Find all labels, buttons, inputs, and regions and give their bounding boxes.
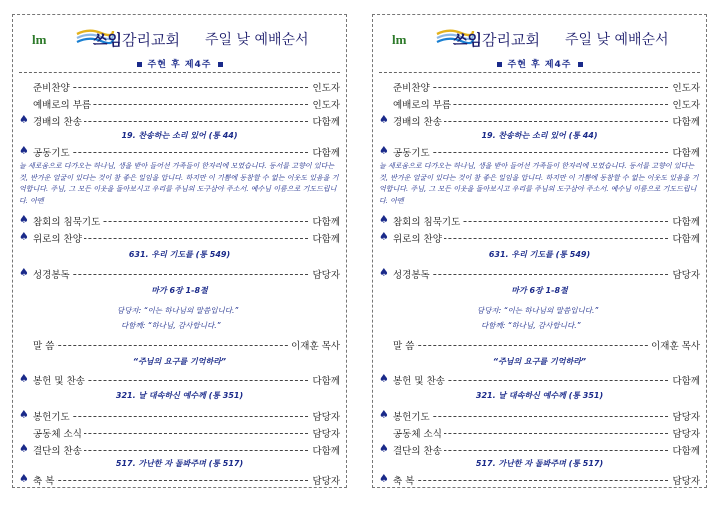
order-item: [13, 114, 346, 128]
order-item-leader: 다함께: [670, 443, 700, 457]
order-item: [13, 214, 346, 228]
hymn-line: 321. 날 대속하신 예수께 (통 351): [475, 391, 604, 400]
spade-icon: ♠: [379, 408, 389, 421]
week-label: 주현 후 제4주: [507, 60, 572, 70]
divider: [379, 72, 700, 73]
order-item-leader: 인도자: [670, 80, 700, 94]
order-item: [13, 97, 346, 111]
dotted-leader: [393, 480, 668, 481]
order-item-leader: 인도자: [310, 80, 340, 94]
bulletin-panel-right: [372, 14, 707, 488]
order-item-leader: 담당자: [310, 426, 340, 440]
spade-icon: ♠: [379, 213, 389, 226]
church-name-part-a: 쓰임: [453, 31, 482, 49]
order-item-label: 축 복: [33, 473, 56, 487]
sermon-title: “주님의 요구를 기억하라”: [492, 357, 587, 366]
service-title: 주일 낮 예배순서: [205, 32, 309, 48]
dotted-leader: [33, 152, 308, 153]
square-bullet-icon: [137, 62, 142, 67]
order-item-label: 준비찬양: [33, 80, 72, 94]
bulletin-header: [13, 25, 346, 51]
response-line: 담당자: “이는 하나님의 말씀입니다.”: [117, 306, 239, 315]
spade-icon: ♠: [19, 144, 29, 157]
response-line: 다함께: “하나님, 감사합니다.”: [121, 321, 221, 330]
hymn-line: 631. 우리 기도를 (통 549): [488, 250, 591, 259]
order-item-label: 공동체 소식: [393, 426, 444, 440]
order-item: [373, 231, 706, 245]
square-bullet-icon: [578, 62, 583, 67]
hymn-line: 19. 찬송하는 소리 있어 (통 44): [121, 131, 238, 140]
church-name-part-b: 감리교회: [121, 31, 180, 49]
order-item-leader: 다함께: [310, 114, 340, 128]
order-item-label: 참회의 침묵기도: [393, 214, 462, 228]
square-bullet-icon: [497, 62, 502, 67]
order-item: [373, 97, 706, 111]
order-item-label: 준비찬양: [393, 80, 432, 94]
order-item: [373, 373, 706, 387]
order-item-leader: 이재훈 목사: [289, 338, 340, 352]
order-item: [13, 473, 346, 487]
hymn-line: 321. 날 대속하신 예수께 (통 351): [115, 391, 244, 400]
spade-icon: ♠: [379, 266, 389, 279]
order-item: [373, 114, 706, 128]
order-item: [373, 426, 706, 440]
bulletin-panel-left: [12, 14, 347, 488]
order-item: [373, 145, 706, 159]
spade-icon: ♠: [19, 213, 29, 226]
order-item-label: 봉헌 및 찬송: [393, 373, 447, 387]
order-item-leader: 다함께: [310, 443, 340, 457]
church-name-part-b: 감리교회: [481, 31, 540, 49]
bulletin-header: [373, 25, 706, 51]
order-item: [13, 373, 346, 387]
spade-icon: ♠: [379, 442, 389, 455]
order-item-leader: 담당자: [670, 473, 700, 487]
order-item: [13, 80, 346, 94]
dotted-leader: [33, 416, 308, 417]
spade-icon: ♠: [19, 113, 29, 126]
order-item-label: 봉헌기도: [33, 409, 72, 423]
week-label: 주현 후 제4주: [147, 60, 212, 70]
dotted-leader: [393, 274, 668, 275]
order-item: [13, 443, 346, 457]
order-item-label: 봉헌 및 찬송: [33, 373, 87, 387]
spade-icon: ♠: [379, 372, 389, 385]
dotted-leader: [393, 152, 668, 153]
order-item: [13, 338, 346, 352]
order-item-label: 성경봉독: [33, 267, 72, 281]
week-subtitle: [373, 57, 706, 70]
order-item-leader: 이재훈 목사: [649, 338, 700, 352]
church-name: [453, 29, 540, 50]
order-item-leader: 다함께: [310, 231, 340, 245]
prayer-text: 늘 새로움으로 다가오는 하나님, 생을 받아 들어선 가족들이 한자리에 모였습니다. 동서를 고향이 있다는 것, 반가운 얼굴이 있다는 것이 참 좋은 일임을 압니다. 하지만 이 기쁨에 동참할 수 없는 이웃도 있음을 기억합니다. 주님, 그 모든 이웃을 돌아보시고 우리를 주님의 도구삼아 주소서. 예수님 이름으로 기도드립니다. 아멘: [19, 162, 339, 205]
spade-icon: ♠: [19, 266, 29, 279]
spade-icon: ♠: [379, 472, 389, 485]
hymn-line: 517. 가난한 자 돌봐주며 (통 517): [475, 459, 604, 468]
church-name: [93, 29, 180, 50]
spade-icon: ♠: [379, 144, 389, 157]
order-item-leader: 다함께: [310, 145, 340, 159]
order-item-label: 축 복: [393, 473, 416, 487]
order-item-label: 결단의 찬송: [393, 443, 444, 457]
dotted-leader: [33, 274, 308, 275]
order-item-leader: 담당자: [310, 267, 340, 281]
spade-icon: ♠: [379, 113, 389, 126]
scripture-reference: 마가 6장 1-8절: [151, 286, 208, 295]
response-line: 다함께: “하나님, 감사합니다.”: [481, 321, 581, 330]
order-item-label: 경배의 찬송: [33, 114, 84, 128]
order-item: [373, 473, 706, 487]
order-item-leader: 다함께: [670, 145, 700, 159]
order-item-label: 성경봉독: [393, 267, 432, 281]
order-item-label: 말 씀: [33, 338, 56, 352]
order-item-label: 참회의 침묵기도: [33, 214, 102, 228]
order-item-leader: 다함께: [670, 373, 700, 387]
order-item-label: 공동기도: [33, 145, 72, 159]
service-title: 주일 낮 예배순서: [565, 32, 669, 48]
order-item-label: 위로의 찬양: [393, 231, 444, 245]
order-item: [373, 80, 706, 94]
order-item-label: 예배로의 부름: [33, 97, 93, 111]
order-item-label: 공동기도: [393, 145, 432, 159]
spade-icon: ♠: [19, 442, 29, 455]
order-item-leader: 다함께: [670, 214, 700, 228]
divider: [19, 72, 340, 73]
order-item: [373, 409, 706, 423]
order-item-leader: 담당자: [670, 426, 700, 440]
dotted-leader: [393, 416, 668, 417]
week-subtitle: [13, 57, 346, 70]
sermon-title: “주님의 요구를 기억하라”: [132, 357, 227, 366]
prayer-text: 늘 새로움으로 다가오는 하나님, 생을 받아 들어선 가족들이 한자리에 모였습니다. 동서를 고향이 있다는 것, 반가운 얼굴이 있다는 것이 참 좋은 일임을 압니다. 하지만 이 기쁨에 동참할 수 없는 이웃도 있음을 기억합니다. 주님, 그 모든 이웃을 돌아보시고 우리를 주님의 도구삼아 주소서. 예수님 이름으로 기도드립니다. 아멘: [379, 162, 699, 205]
order-item-leader: 인도자: [670, 97, 700, 111]
spade-icon: ♠: [19, 372, 29, 385]
scripture-reference: 마가 6장 1-8절: [511, 286, 568, 295]
spade-icon: ♠: [19, 230, 29, 243]
dotted-leader: [393, 345, 668, 346]
order-item-leader: 담당자: [670, 267, 700, 281]
dotted-leader: [33, 345, 308, 346]
order-item-label: 결단의 찬송: [33, 443, 84, 457]
order-item-label: 공동체 소식: [33, 426, 84, 440]
order-item: [373, 214, 706, 228]
hymn-line: 631. 우리 기도를 (통 549): [128, 250, 231, 259]
order-item-label: 말 씀: [393, 338, 416, 352]
order-item-leader: 다함께: [670, 114, 700, 128]
dotted-leader: [33, 87, 308, 88]
order-item: [13, 145, 346, 159]
order-item: [13, 231, 346, 245]
spade-icon: ♠: [379, 230, 389, 243]
logo-text: lm: [392, 32, 407, 47]
order-item: [13, 426, 346, 440]
order-item: [13, 409, 346, 423]
order-item: [373, 443, 706, 457]
order-item-label: 예배로의 부름: [393, 97, 453, 111]
order-item-leader: 인도자: [310, 97, 340, 111]
dotted-leader: [33, 480, 308, 481]
order-item-leader: 담당자: [670, 409, 700, 423]
hymn-line: 517. 가난한 자 돌봐주며 (통 517): [115, 459, 244, 468]
church-name-part-a: 쓰임: [93, 31, 122, 49]
spade-icon: ♠: [19, 472, 29, 485]
order-item: [373, 338, 706, 352]
spade-icon: ♠: [19, 408, 29, 421]
logo-text: lm: [32, 32, 47, 47]
hymn-line: 19. 찬송하는 소리 있어 (통 44): [481, 131, 598, 140]
order-item-leader: 담당자: [310, 409, 340, 423]
order-item-label: 경배의 찬송: [393, 114, 444, 128]
dotted-leader: [393, 87, 668, 88]
order-item-label: 위로의 찬양: [33, 231, 84, 245]
order-item-leader: 다함께: [670, 231, 700, 245]
order-item: [13, 267, 346, 281]
order-item-leader: 다함께: [310, 373, 340, 387]
order-item-leader: 담당자: [310, 473, 340, 487]
order-item: [373, 267, 706, 281]
order-item-leader: 다함께: [310, 214, 340, 228]
order-item-label: 봉헌기도: [393, 409, 432, 423]
square-bullet-icon: [218, 62, 223, 67]
response-line: 담당자: “이는 하나님의 말씀입니다.”: [477, 306, 599, 315]
